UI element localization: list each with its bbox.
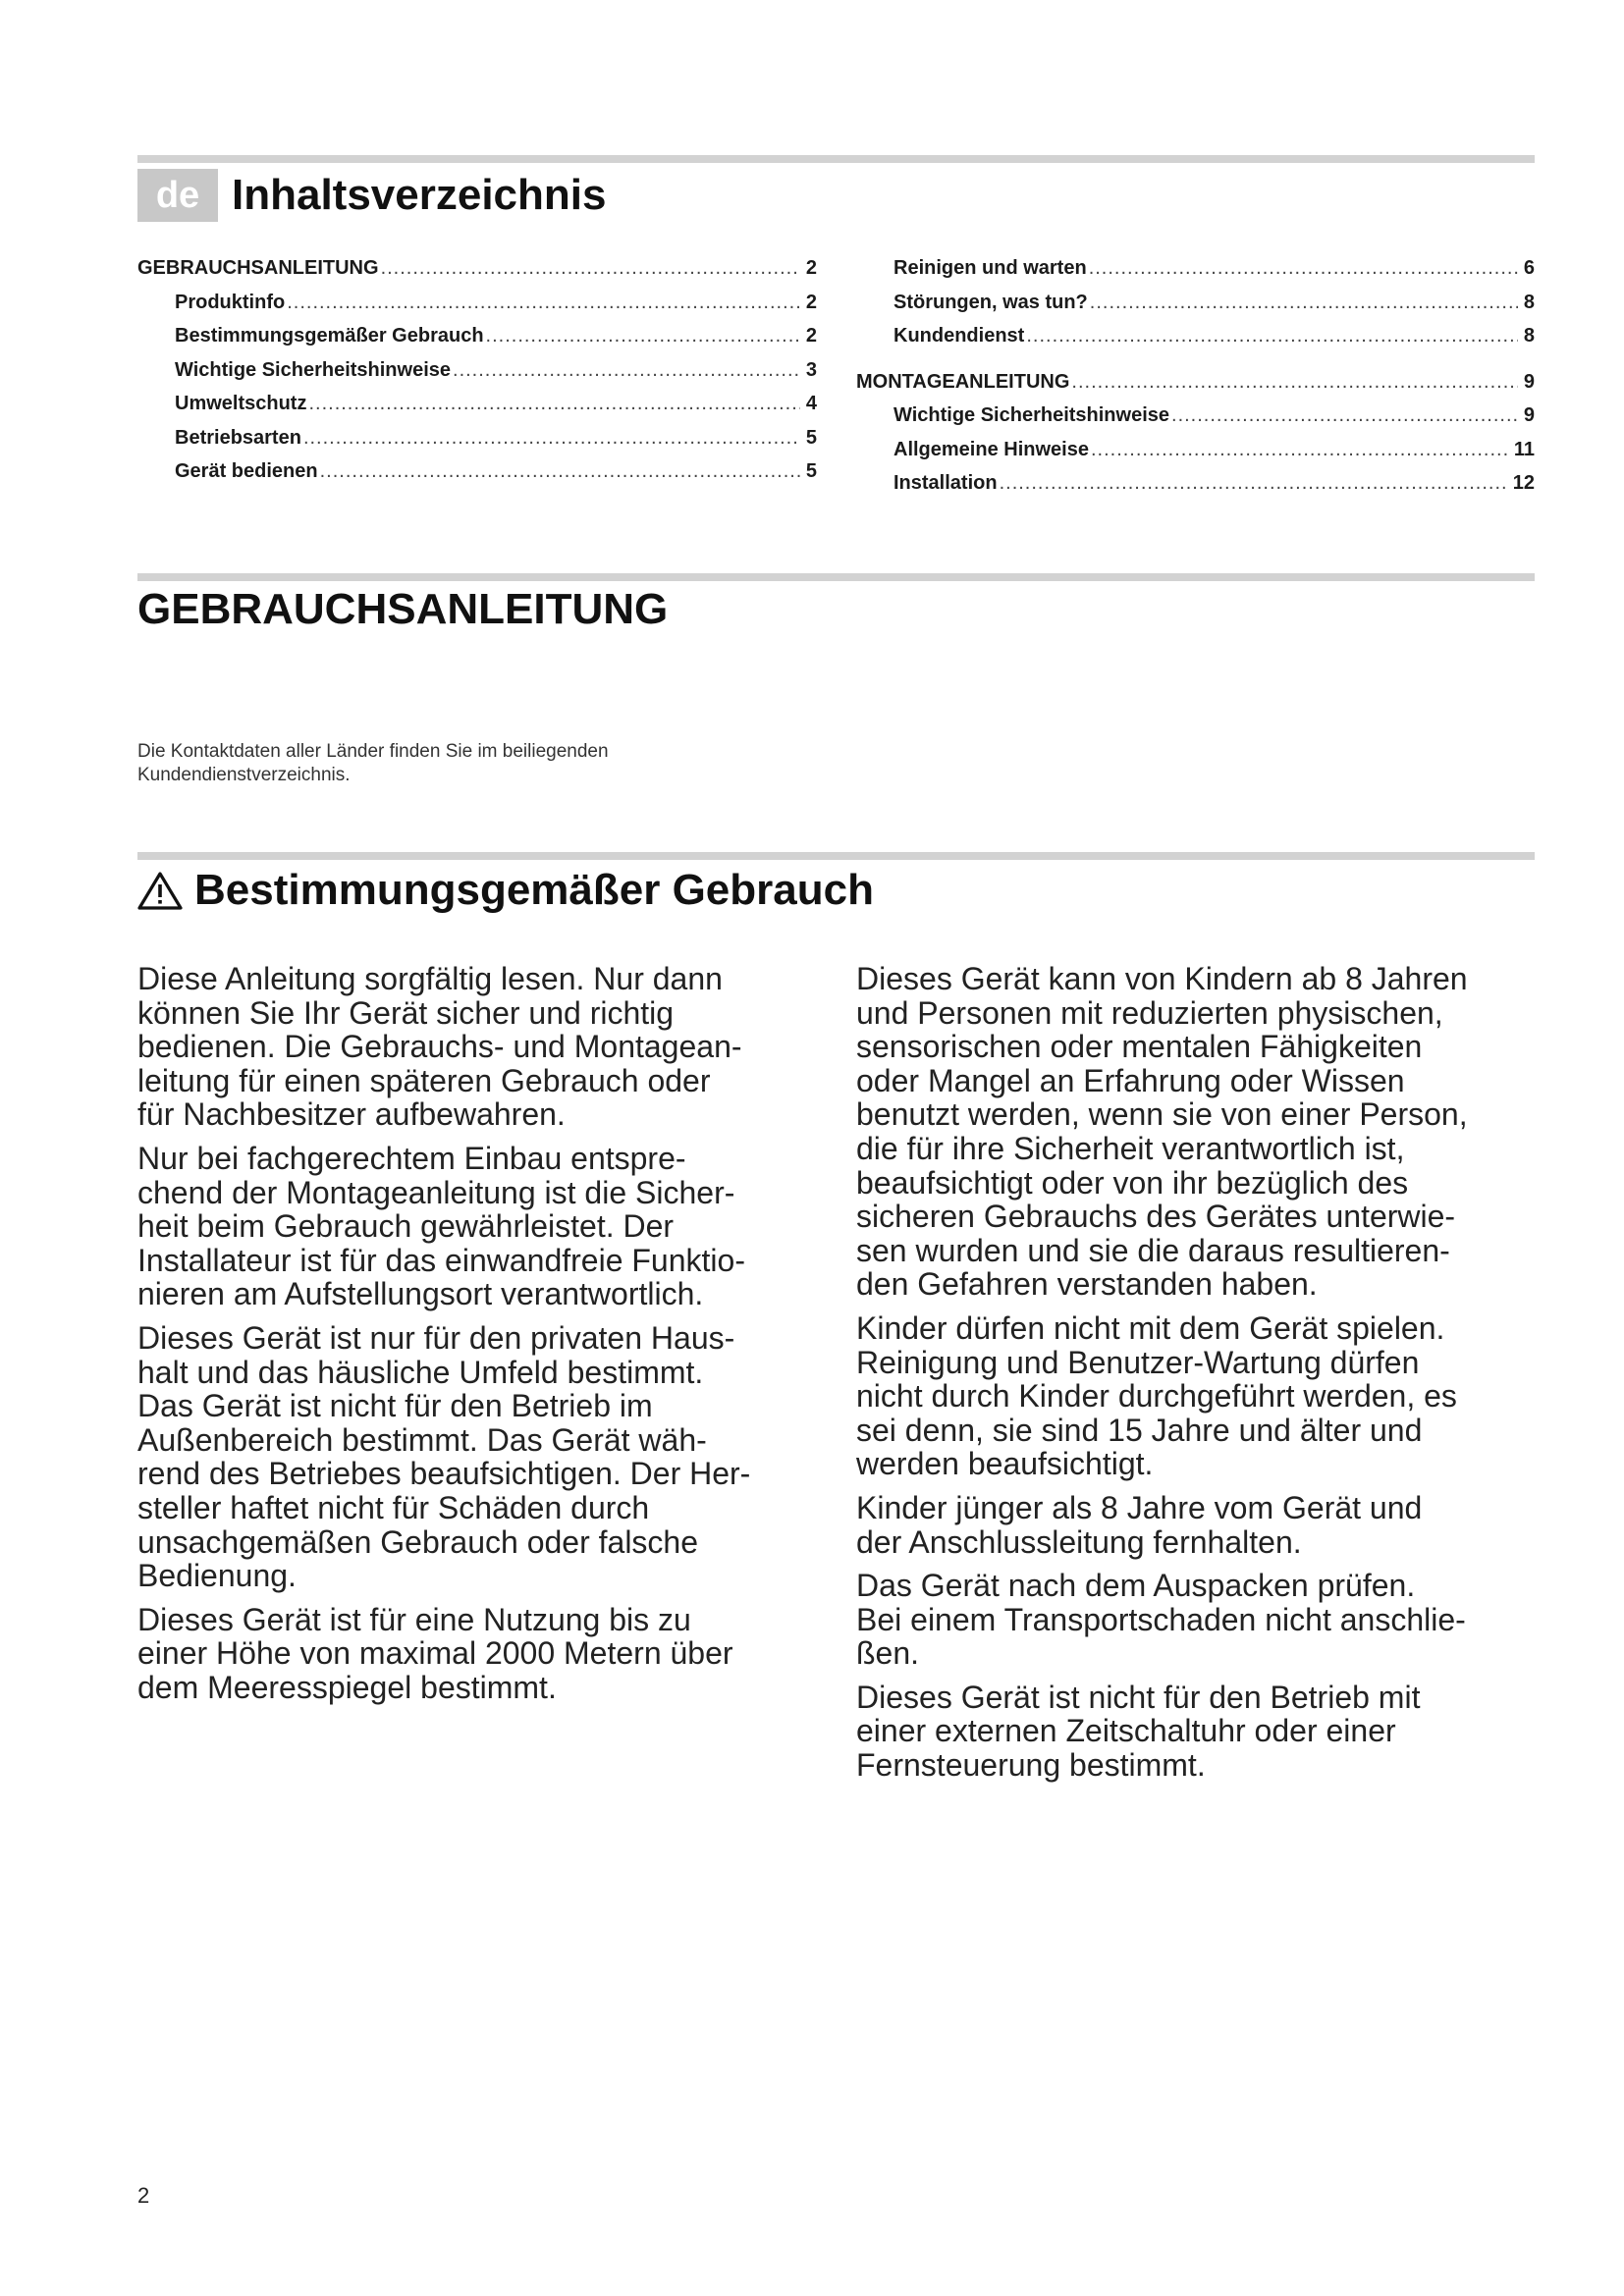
toc-entry-page: 2 bbox=[805, 257, 817, 279]
section-rule bbox=[137, 573, 1535, 581]
toc-entry-page: 9 bbox=[1523, 370, 1535, 393]
toc-entry-label: Umweltschutz bbox=[175, 393, 307, 414]
toc-gap bbox=[856, 359, 1535, 371]
usage-heading bbox=[137, 866, 874, 915]
toc-entry[interactable] bbox=[137, 257, 817, 292]
usage-column-left bbox=[137, 962, 815, 1714]
toc-entry-label: GEBRAUCHSANLEITUNG bbox=[137, 257, 379, 279]
toc-leader bbox=[381, 257, 800, 280]
toc-column-right bbox=[856, 257, 1535, 507]
body-paragraph: Diese Anleitung sorgfältig lesen. Nur dann können Sie Ihr Gerät sicher und richtig bedienen. Die Gebrauchs- und Montagean- leitung für einen späteren Gebrauch oder für Nachbesitzer aufbewahren. bbox=[137, 961, 742, 1133]
toc-column-left bbox=[137, 257, 817, 495]
toc-entry[interactable] bbox=[137, 393, 817, 427]
toc-leader bbox=[1171, 404, 1518, 427]
toc-entry-page: 6 bbox=[1523, 257, 1535, 279]
toc-entry[interactable] bbox=[856, 292, 1535, 326]
toc-entry-page: 12 bbox=[1512, 472, 1535, 494]
toc-entry[interactable] bbox=[856, 439, 1535, 473]
body-paragraph: Nur bei fachgerechtem Einbau entspre- chend der Montageanleitung ist die Sicher- heit beim Gebrauch gewährleistet. Der Installateur ist für das einwandfreie Funktio- nieren am Aufstellungsort verantwortlich. bbox=[137, 1140, 745, 1312]
toc-entry-label: Bestimmungsgemäßer Gebrauch bbox=[175, 325, 484, 347]
toc-entry-page: 8 bbox=[1523, 325, 1535, 347]
toc-entry-page: 5 bbox=[805, 426, 817, 449]
toc-leader bbox=[287, 292, 800, 314]
page-number: 2 bbox=[137, 2183, 150, 2208]
toc-entry[interactable] bbox=[137, 427, 817, 461]
toc-leader bbox=[1026, 325, 1518, 347]
toc-entry[interactable] bbox=[856, 404, 1535, 439]
body-paragraph: Kinder jünger als 8 Jahre vom Gerät und der Anschlussleitung fernhalten. bbox=[856, 1489, 1423, 1560]
toc-entry[interactable] bbox=[137, 292, 817, 326]
usage-rule bbox=[137, 852, 1535, 860]
toc-entry-label: Wichtige Sicherheitshinweise bbox=[175, 358, 452, 381]
body-paragraph: Dieses Gerät kann von Kindern ab 8 Jahren und Personen mit reduzierten physischen, sensorischen oder mentalen Fähigkeiten oder Mangel an Erfahrung oder Wissen benutzt werden, wenn sie von einer Person, die für ihre Sicherheit verantwortlich ist, beaufsichtigt oder von ihr bezüglich des sicheren Gebrauchs des Gerätes unterwie- sen wurden und sie die daraus resultieren- den Gefahren verstanden haben. bbox=[856, 961, 1468, 1303]
toc-entry[interactable] bbox=[856, 371, 1535, 405]
toc-entry[interactable] bbox=[856, 257, 1535, 292]
toc-leader bbox=[320, 460, 800, 483]
toc-entry-label: Gerät bedienen bbox=[175, 460, 318, 482]
toc-entry-label: MONTAGEANLEITUNG bbox=[856, 370, 1070, 393]
toc-entry-label: Kundendienst bbox=[893, 325, 1025, 347]
toc-leader bbox=[453, 359, 800, 382]
toc-entry-label: Reinigen und warten bbox=[893, 257, 1087, 279]
toc-entry-label: Störungen, was tun? bbox=[893, 291, 1088, 313]
body-paragraph: Dieses Gerät ist nur für den privaten Haus- halt und das häusliche Umfeld bestimmt. Das Gerät ist nicht für den Betrieb im Außenbereich bestimmt. Das Gerät wäh- rend des Betriebes beaufsichtigen. Der Her- steller haftet nicht für Schäden durch unsachgemäßen Gebrauch oder falsche Bedienung. bbox=[137, 1319, 751, 1594]
toc-entry-label: Allgemeine Hinweise bbox=[893, 438, 1089, 460]
toc-entry-page: 9 bbox=[1523, 404, 1535, 426]
toc-entry-label: Wichtige Sicherheitshinweise bbox=[893, 404, 1170, 426]
toc-entry-label: Betriebsarten bbox=[175, 426, 301, 449]
toc-title: Inhaltsverzeichnis bbox=[232, 171, 607, 219]
toc-entry-page: 11 bbox=[1513, 438, 1535, 460]
toc-leader bbox=[1071, 371, 1517, 394]
body-paragraph: Dieses Gerät ist nicht für den Betrieb mit einer externen Zeitschaltuhr oder einer Fernsteuerung bestimmt. bbox=[856, 1679, 1421, 1784]
toc-entry-label: Produktinfo bbox=[175, 291, 286, 313]
toc-entry[interactable] bbox=[137, 359, 817, 394]
usage-column-right bbox=[856, 962, 1543, 1792]
toc-entry[interactable] bbox=[137, 325, 817, 359]
toc-entry-page: 2 bbox=[805, 291, 817, 313]
toc-header bbox=[137, 169, 606, 222]
toc-entry-page: 3 bbox=[805, 358, 817, 381]
toc-top-rule bbox=[137, 155, 1535, 163]
section-title: GEBRAUCHSANLEITUNG bbox=[137, 585, 669, 633]
body-paragraph: Das Gerät nach dem Auspacken prüfen. Bei einem Transportschaden nicht anschlie- ßen. bbox=[856, 1568, 1466, 1672]
toc-leader bbox=[308, 393, 799, 415]
toc-entry-page: 8 bbox=[1523, 291, 1535, 313]
toc-leader bbox=[1091, 439, 1508, 461]
toc-entry-page: 5 bbox=[805, 460, 817, 482]
warning-icon bbox=[137, 871, 183, 910]
toc-leader bbox=[303, 427, 800, 450]
toc-leader bbox=[1000, 472, 1507, 495]
toc-entry-label: Installation bbox=[893, 472, 998, 494]
toc-leader bbox=[486, 325, 800, 347]
toc-entry-page: 4 bbox=[805, 393, 817, 414]
contact-note: Die Kontaktdaten aller Länder finden Sie im beiliegenden Kundendienstverzeichnis. bbox=[137, 741, 609, 785]
toc-leader bbox=[1090, 292, 1518, 314]
toc-leader bbox=[1089, 257, 1518, 280]
toc-entry[interactable] bbox=[137, 460, 817, 495]
language-badge: de bbox=[137, 169, 218, 222]
toc-entry[interactable] bbox=[856, 325, 1535, 359]
usage-title: Bestimmungsgemäßer Gebrauch bbox=[194, 866, 874, 914]
body-paragraph: Kinder dürfen nicht mit dem Gerät spielen. Reinigung und Benutzer-Wartung dürfen nicht durch Kinder durchgeführt werden, es sei denn, sie sind 15 Jahre und älter und werden beaufsichtigt. bbox=[856, 1309, 1457, 1482]
body-paragraph: Dieses Gerät ist für eine Nutzung bis zu einer Höhe von maximal 2000 Metern über dem Meeresspiegel bestimmt. bbox=[137, 1601, 733, 1705]
toc-entry-page: 2 bbox=[805, 325, 817, 347]
toc-entry[interactable] bbox=[856, 472, 1535, 507]
